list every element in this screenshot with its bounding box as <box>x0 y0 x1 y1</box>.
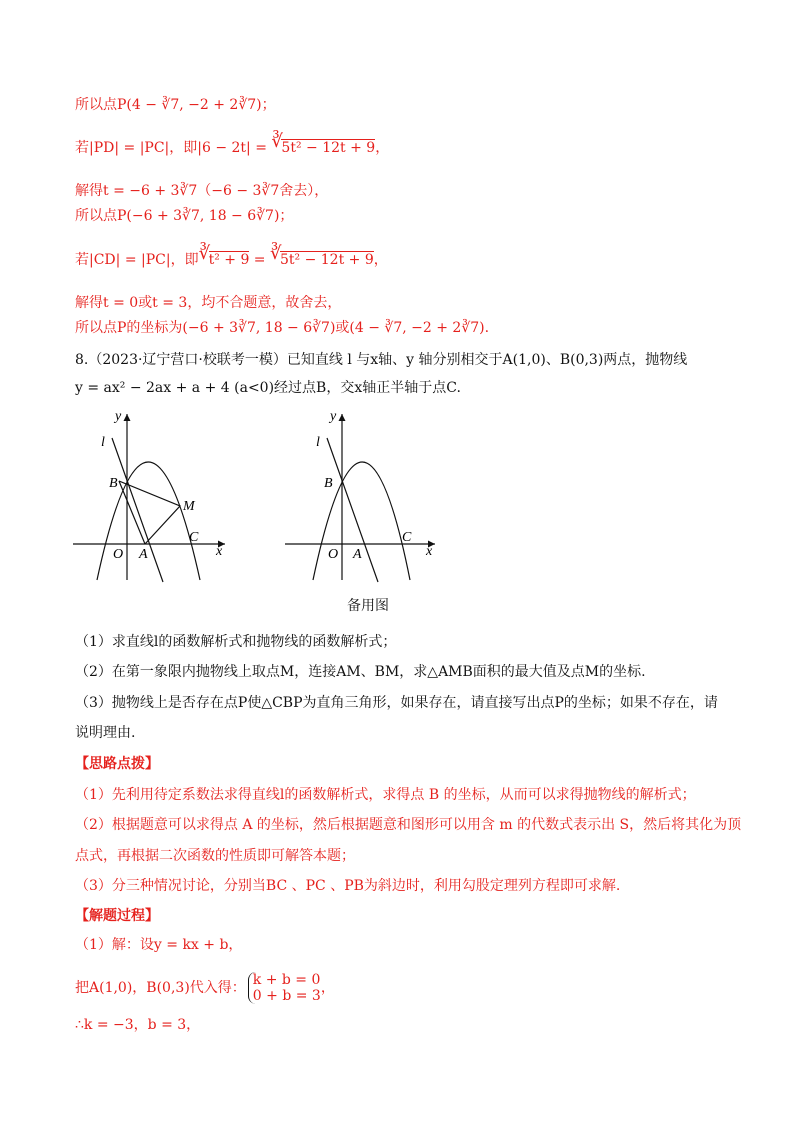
radical-sign: ∛ <box>271 131 283 152</box>
figure-1 <box>73 410 225 582</box>
x-label: x <box>216 544 223 559</box>
radicand: 5t² − 12t + 9 <box>281 140 376 156</box>
hint-2-line-1: （2）根据题意可以求得点 A 的坐标，然后根据题意和图形可以用含 m 的代数式表示出 S，然后将其化为顶 <box>75 817 742 833</box>
problem-line-2: y = ax² − 2ax + a + 4 (a<0)经过点B，交x轴正半轴于点C. <box>75 380 461 396</box>
line-5-suffix: ， <box>373 252 388 268</box>
o-label: O <box>113 547 124 562</box>
c-label: C <box>189 530 199 545</box>
x-label: x <box>426 544 433 559</box>
radical-sign: ∛ <box>198 243 211 264</box>
y-label: y <box>330 410 337 424</box>
solution-heading: 【解题过程】 <box>75 908 159 924</box>
hint-heading: 【思路点拨】 <box>75 756 159 772</box>
question-1: （1）求直线l的函数解析式和抛物线的函数解析式； <box>75 634 397 650</box>
m-label: M <box>183 499 195 514</box>
equation-system <box>248 972 321 1004</box>
l-label: l <box>101 435 105 450</box>
hint-1: （1）先利用待定系数法求得直线l的函数解析式，求得点 B 的坐标，从而可以求得抛物线的解析式； <box>75 787 696 803</box>
solution-line-3: 解得t = −6 + 3∛7（−6 − 3∛7舍去）， <box>75 183 329 199</box>
radicand: 5t² − 12t + 9 <box>280 252 374 268</box>
solution-step-3: ∴k = −3，b = 3， <box>75 1017 201 1033</box>
solution-step-2 <box>75 972 335 1004</box>
step-2-prefix: 把A(1,0)，B(0,3)代入得： <box>75 980 246 996</box>
hint-2-line-2: 点式，再根据二次函数的性质即可解答本题； <box>75 848 355 864</box>
a-label: A <box>139 547 148 562</box>
figure-2 <box>285 410 435 582</box>
question-3-line-2: 说明理由. <box>75 725 136 741</box>
solution-step-1: （1）解：设y = kx + b， <box>75 937 243 953</box>
cube-root <box>271 131 376 158</box>
solution-line-4: 所以点P(−6 + 3∛7, 18 − 6∛7)； <box>75 208 294 224</box>
cube-root <box>198 243 250 270</box>
solution-line-2 <box>75 131 390 158</box>
figure-caption: 备用图 <box>347 598 389 614</box>
step-2-suffix: ， <box>320 980 335 996</box>
hint-3: （3）分三种情况讨论，分别当BC 、PC 、PB为斜边时，利用勾股定理列方程即可求解. <box>75 878 621 894</box>
equals: = <box>249 252 270 268</box>
b-label: B <box>109 476 118 491</box>
solution-line-1: 所以点P(4 − ∛7, −2 + 2∛7)； <box>75 97 276 113</box>
y-label: y <box>115 410 122 424</box>
line-2-suffix: ， <box>375 140 390 156</box>
a-label: A <box>353 547 362 562</box>
equation-2: 0 + b = 3 <box>252 988 321 1004</box>
c-label: C <box>402 530 412 545</box>
radical-sign: ∛ <box>270 243 282 264</box>
solution-line-7: 所以点P的坐标为(−6 + 3∛7, 18 − 6∛7)或(4 − ∛7, −2 + 2∛7). <box>75 320 490 336</box>
b-label: B <box>324 476 333 491</box>
radicand: t² + 9 <box>208 252 250 268</box>
solution-line-6: 解得t = 0或t = 3，均不合题意，故舍去， <box>75 295 342 311</box>
line-5-prefix: 若|CD| = |PC|，即 <box>75 252 199 268</box>
line-2-prefix: 若|PD| = |PC|，即|6 − 2t| = <box>75 140 272 156</box>
problem-line-1: 8.（2023·辽宁营口·校联考一模）已知直线 l 与x轴、y 轴分别相交于A(1,0)、B(0,3)两点，抛物线 <box>75 352 688 368</box>
question-3-line-1: （3）抛物线上是否存在点P使△CBP为直角三角形，如果存在，请直接写出点P的坐标；如果不存在，请 <box>75 695 718 711</box>
triangle-amb <box>119 481 180 544</box>
solution-line-5 <box>75 243 388 270</box>
l-label: l <box>316 435 320 450</box>
graph-figures <box>65 410 445 585</box>
cube-root <box>270 243 374 270</box>
o-label: O <box>328 547 339 562</box>
equation-1: k + b = 0 <box>252 972 321 988</box>
question-2: （2）在第一象限内抛物线上取点M，连接AM、BM，求△AMB面积的最大值及点M的坐标. <box>75 664 646 680</box>
